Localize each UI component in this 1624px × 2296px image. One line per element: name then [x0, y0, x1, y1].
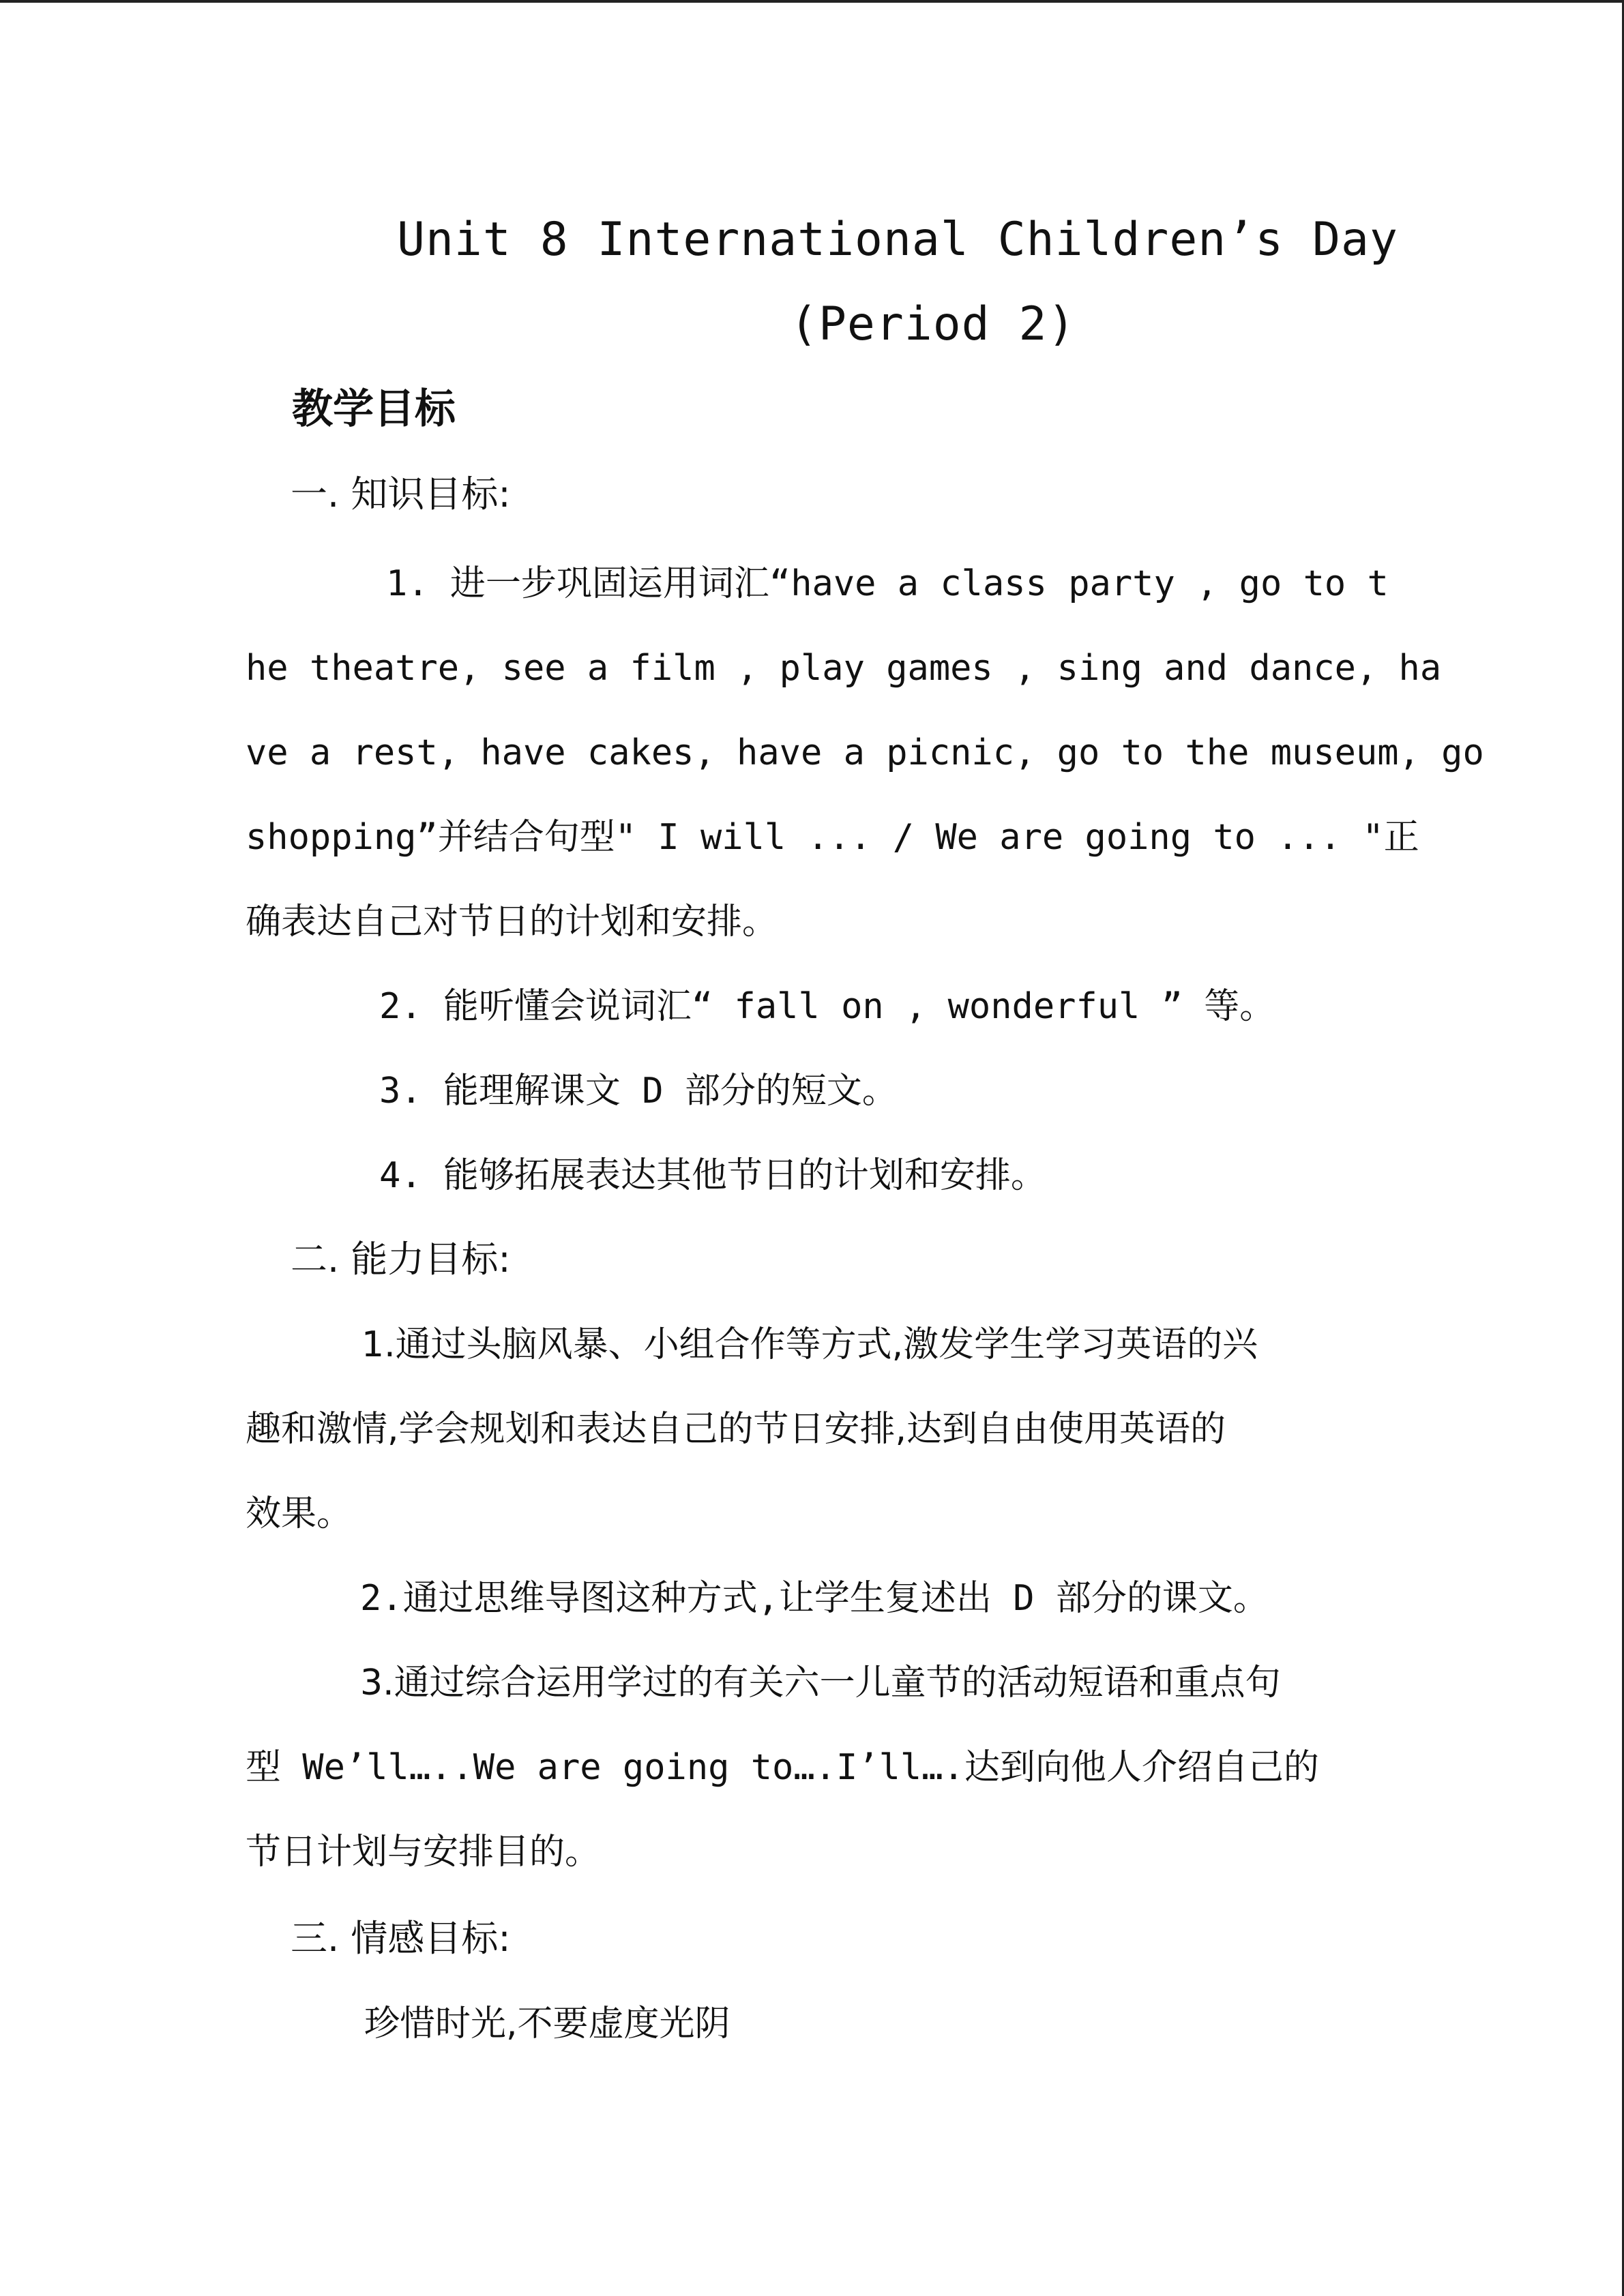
ability-item-3-line-3: 节日计划与安排目的。 — [246, 1832, 601, 1873]
page-top-border — [0, 0, 1624, 3]
title-line-1: Unit 8 International Children’s Day — [397, 213, 1398, 267]
title-line-2: (Period 2) — [790, 297, 1076, 351]
ability-item-3-line-1: 3.通过综合运用学过的有关六一儿童节的活动短语和重点句 — [360, 1663, 1281, 1703]
knowledge-item-1-line-5: 确表达自己对节日的计划和安排。 — [246, 901, 778, 942]
heading-teaching-goals: 教学目标 — [292, 385, 456, 433]
knowledge-item-1-line-4: shopping”并结合句型" I will ... / We are going to ... "正 — [246, 817, 1419, 858]
section-emotion-goals-label: 三. 情感目标: — [291, 1917, 511, 1960]
knowledge-item-2: 2. 能听懂会说词汇“ fall on , wonderful ” 等。 — [379, 986, 1275, 1027]
knowledge-item-1-line-3: ve a rest, have cakes, have a picnic, go to the museum, go — [246, 732, 1484, 773]
emotion-item-1: 珍惜时光,不要虚度光阴 — [364, 2003, 730, 2044]
knowledge-item-1-line-2: he theatre, see a film , play games , sing and dance, ha — [246, 648, 1442, 689]
knowledge-item-4: 4. 能够拓展表达其他节日的计划和安排。 — [379, 1155, 1046, 1196]
knowledge-item-1-line-1: 1. 进一步巩固运用词汇“have a class party , go to t — [386, 563, 1389, 604]
ability-item-1-line-2: 趣和激情,学会规划和表达自己的节日安排,达到自由使用英语的 — [246, 1409, 1226, 1450]
ability-item-3-line-2: 型 We’ll…..We are going to….I’ll….达到向他人介绍自己的 — [246, 1747, 1319, 1788]
knowledge-item-3: 3. 能理解课文 D 部分的短文。 — [379, 1071, 898, 1112]
section-knowledge-goals-label: 一. 知识目标: — [291, 473, 511, 516]
section-ability-goals-label: 二. 能力目标: — [291, 1238, 511, 1281]
ability-item-2: 2.通过思维导图这种方式,让学生复述出 D 部分的课文。 — [360, 1578, 1269, 1619]
ability-item-1-line-3: 效果。 — [246, 1493, 353, 1534]
ability-item-1-line-1: 1.通过头脑风暴、小组合作等方式,激发学生学习英语的兴 — [361, 1324, 1258, 1365]
